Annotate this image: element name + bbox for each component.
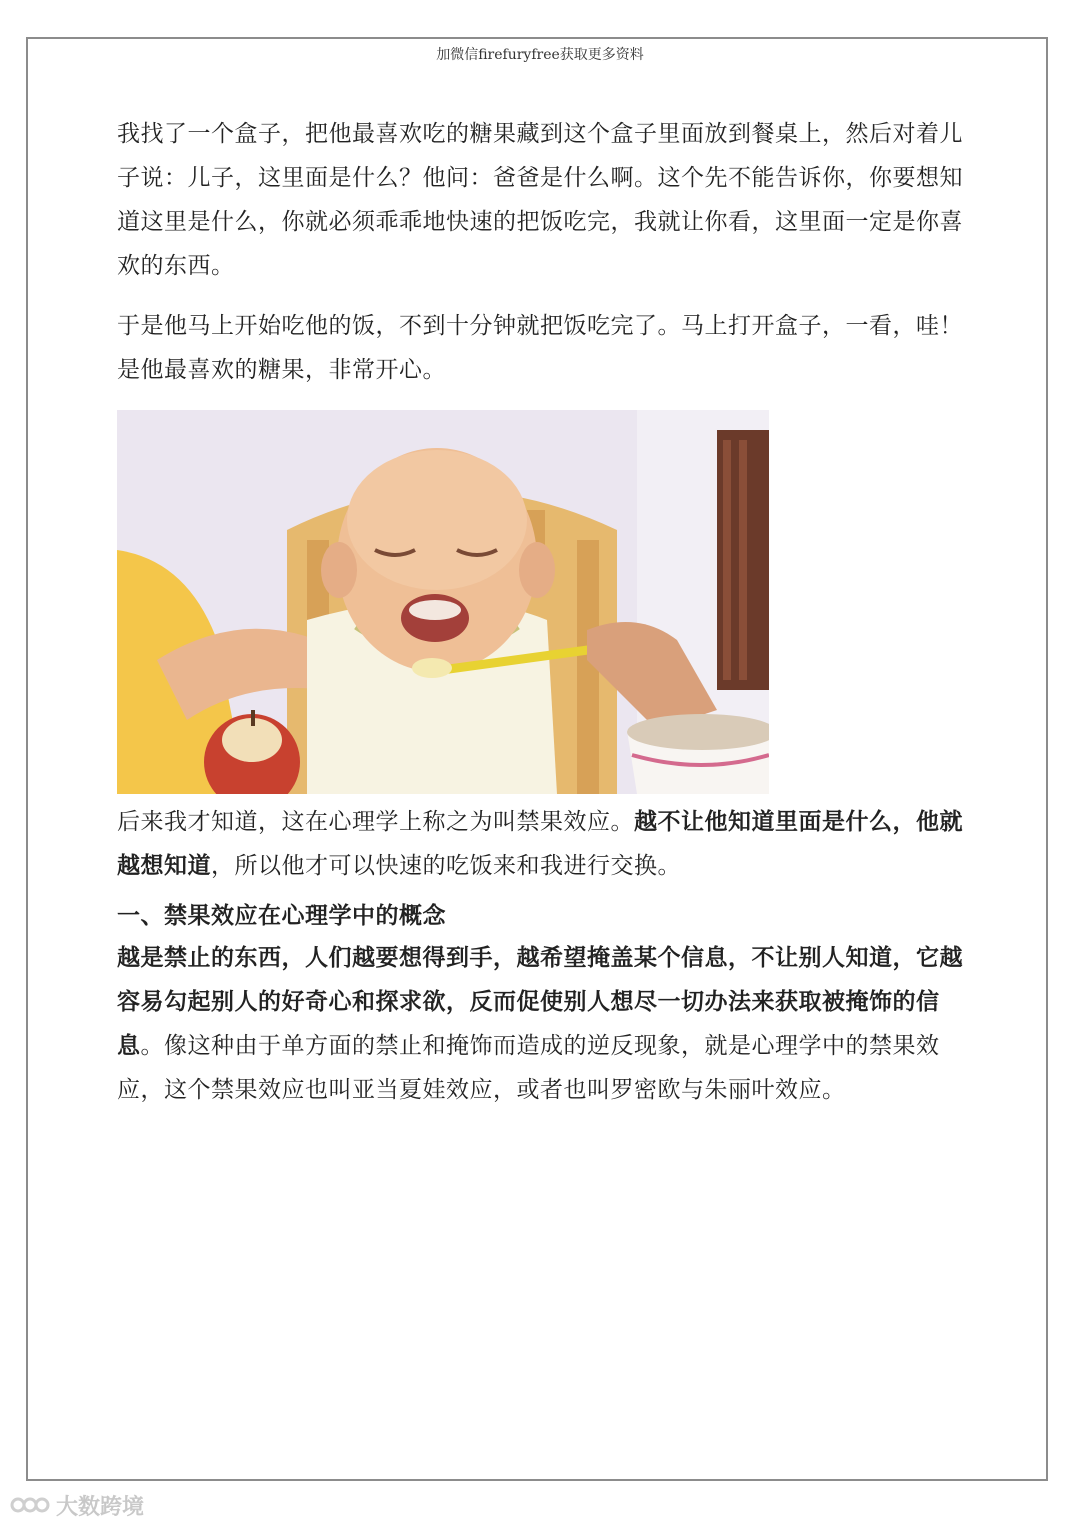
paragraph-2: 于是他马上开始吃他的饭，不到十分钟就把饭吃完了。马上打开盒子，一看，哇！是他最喜欢的糖果，非常开心。: [117, 313, 963, 383]
paragraph-3-bold: 越不让他知道里面是什么，他就越想知道: [117, 809, 963, 879]
crying-baby-photo: [117, 410, 769, 794]
article-content: [117, 112, 977, 1112]
paragraph-3-part-3: ，所以他才可以快速的吃饭来和我进行交换。: [211, 853, 681, 879]
paragraph-4: [117, 936, 977, 1112]
section-heading: 一、禁果效应在心理学中的概念: [117, 903, 446, 929]
paragraph-3: [117, 800, 977, 888]
paragraph-1: 我找了一个盒子，把他最喜欢吃的糖果藏到这个盒子里面放到餐桌上，然后对着儿子说：儿子，这里面是什么？他问：爸爸是什么啊。这个先不能告诉你，你要想知道这里是什么，你就必须乖乖地快速的把饭吃完，我就让你看，这里面一定是你喜欢的东西。: [117, 121, 963, 279]
watermark-text: 大数跨境: [56, 1494, 145, 1520]
paragraph-3-part-1: 后来我才知道，这在心理学上称之为叫禁果效应。: [117, 809, 634, 835]
header-note: 加微信firefuryfree获取更多资料: [436, 47, 644, 63]
watermark: [10, 1490, 144, 1520]
paragraph-4-bold: 越是禁止的东西，人们越要想得到手，越希望掩盖某个信息，不让别人知道，它越容易勾起别人的好奇心和探求欲，反而促使别人想尽一切办法来获取被掩饰的信息: [117, 945, 963, 1059]
brand-logo-icon: [10, 1493, 50, 1517]
paragraph-4-part-2: 。像这种由于单方面的禁止和掩饰而造成的逆反现象，就是心理学中的禁果效应，这个禁果效应也叫亚当夏娃效应，或者也叫罗密欧与朱丽叶效应。: [117, 1033, 940, 1103]
